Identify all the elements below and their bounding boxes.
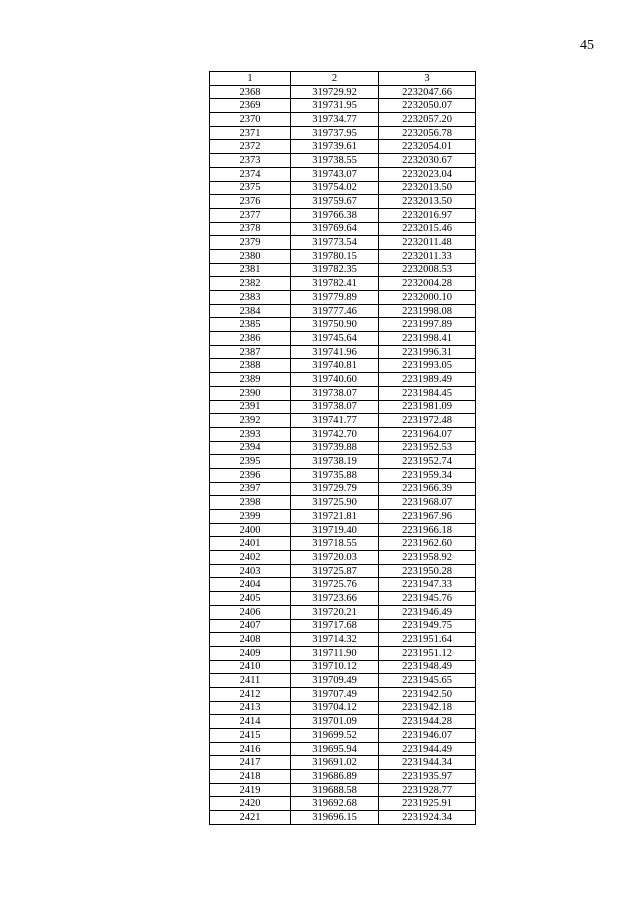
point-number-cell: 2399: [210, 510, 291, 524]
x-coordinate-cell: 319701.09: [291, 715, 379, 729]
x-coordinate-cell: 319738.07: [291, 386, 379, 400]
point-number-cell: 2385: [210, 318, 291, 332]
x-coordinate-cell: 319688.58: [291, 783, 379, 797]
table-row: [210, 113, 476, 127]
table-row: [210, 386, 476, 400]
point-number-cell: 2370: [210, 113, 291, 127]
point-number-cell: 2382: [210, 277, 291, 291]
table-row: [210, 359, 476, 373]
table-row: [210, 523, 476, 537]
x-coordinate-cell: 319704.12: [291, 701, 379, 715]
point-number-cell: 2401: [210, 537, 291, 551]
point-number-cell: 2371: [210, 126, 291, 140]
table-row: [210, 797, 476, 811]
y-coordinate-cell: 2232047.66: [379, 85, 476, 99]
table-row: [210, 373, 476, 387]
point-number-cell: 2420: [210, 797, 291, 811]
table-row: [210, 701, 476, 715]
table-row: [210, 564, 476, 578]
y-coordinate-cell: 2231944.34: [379, 756, 476, 770]
y-coordinate-cell: 2231998.08: [379, 304, 476, 318]
x-coordinate-cell: 319738.55: [291, 154, 379, 168]
table-row: [210, 729, 476, 743]
table-row: [210, 687, 476, 701]
table-row: [210, 195, 476, 209]
table-row: [210, 619, 476, 633]
x-coordinate-cell: 319720.21: [291, 605, 379, 619]
table-row: [210, 605, 476, 619]
point-number-cell: 2402: [210, 551, 291, 565]
table-row: [210, 633, 476, 647]
x-coordinate-cell: 319707.49: [291, 687, 379, 701]
table-row: [210, 181, 476, 195]
x-coordinate-cell: 319696.15: [291, 811, 379, 825]
x-coordinate-cell: 319734.77: [291, 113, 379, 127]
point-number-cell: 2377: [210, 208, 291, 222]
x-coordinate-cell: 319754.02: [291, 181, 379, 195]
y-coordinate-cell: 2231951.64: [379, 633, 476, 647]
y-coordinate-cell: 2232015.46: [379, 222, 476, 236]
table-row: [210, 318, 476, 332]
x-coordinate-cell: 319766.38: [291, 208, 379, 222]
point-number-cell: 2412: [210, 687, 291, 701]
point-number-cell: 2391: [210, 400, 291, 414]
x-coordinate-cell: 319777.46: [291, 304, 379, 318]
point-number-cell: 2415: [210, 729, 291, 743]
table-body: [210, 85, 476, 824]
y-coordinate-cell: 2232000.10: [379, 291, 476, 305]
x-coordinate-cell: 319745.64: [291, 332, 379, 346]
y-coordinate-cell: 2231946.49: [379, 605, 476, 619]
table-header: [210, 72, 476, 86]
y-coordinate-cell: 2231946.07: [379, 729, 476, 743]
point-number-cell: 2408: [210, 633, 291, 647]
table-row: [210, 468, 476, 482]
y-coordinate-cell: 2232011.48: [379, 236, 476, 250]
point-number-cell: 2372: [210, 140, 291, 154]
y-coordinate-cell: 2232050.07: [379, 99, 476, 113]
point-number-cell: 2403: [210, 564, 291, 578]
y-coordinate-cell: 2231996.31: [379, 345, 476, 359]
table-row: [210, 455, 476, 469]
point-number-cell: 2389: [210, 373, 291, 387]
y-coordinate-cell: 2232011.33: [379, 249, 476, 263]
y-coordinate-cell: 2231998.41: [379, 332, 476, 346]
y-coordinate-cell: 2231948.49: [379, 660, 476, 674]
x-coordinate-cell: 319691.02: [291, 756, 379, 770]
x-coordinate-cell: 319741.77: [291, 414, 379, 428]
table-row: [210, 154, 476, 168]
table-row: [210, 400, 476, 414]
x-coordinate-cell: 319779.89: [291, 291, 379, 305]
y-coordinate-cell: 2232056.78: [379, 126, 476, 140]
table-row: [210, 510, 476, 524]
y-coordinate-cell: 2232008.53: [379, 263, 476, 277]
point-number-cell: 2406: [210, 605, 291, 619]
y-coordinate-cell: 2232004.28: [379, 277, 476, 291]
y-coordinate-cell: 2231949.75: [379, 619, 476, 633]
y-coordinate-cell: 2231968.07: [379, 496, 476, 510]
point-number-cell: 2388: [210, 359, 291, 373]
y-coordinate-cell: 2231962.60: [379, 537, 476, 551]
table-row: [210, 208, 476, 222]
x-coordinate-cell: 319769.64: [291, 222, 379, 236]
x-coordinate-cell: 319725.90: [291, 496, 379, 510]
y-coordinate-cell: 2231951.12: [379, 646, 476, 660]
point-number-cell: 2368: [210, 85, 291, 99]
point-number-cell: 2386: [210, 332, 291, 346]
table-row: [210, 263, 476, 277]
table-row: [210, 291, 476, 305]
y-coordinate-cell: 2231925.91: [379, 797, 476, 811]
point-number-cell: 2375: [210, 181, 291, 195]
point-number-cell: 2393: [210, 427, 291, 441]
y-coordinate-cell: 2232013.50: [379, 181, 476, 195]
column-header-3: 3: [379, 72, 476, 86]
point-number-cell: 2383: [210, 291, 291, 305]
table-row: [210, 551, 476, 565]
table-row: [210, 249, 476, 263]
table-row: [210, 414, 476, 428]
table-row: [210, 592, 476, 606]
x-coordinate-cell: 319738.07: [291, 400, 379, 414]
y-coordinate-cell: 2231945.65: [379, 674, 476, 688]
x-coordinate-cell: 319725.87: [291, 564, 379, 578]
y-coordinate-cell: 2231924.34: [379, 811, 476, 825]
point-number-cell: 2418: [210, 770, 291, 784]
point-number-cell: 2413: [210, 701, 291, 715]
table-row: [210, 783, 476, 797]
y-coordinate-cell: 2232057.20: [379, 113, 476, 127]
x-coordinate-cell: 319686.89: [291, 770, 379, 784]
x-coordinate-cell: 319729.79: [291, 482, 379, 496]
y-coordinate-cell: 2231966.18: [379, 523, 476, 537]
x-coordinate-cell: 319731.95: [291, 99, 379, 113]
table-row: [210, 496, 476, 510]
y-coordinate-cell: 2231989.49: [379, 373, 476, 387]
x-coordinate-cell: 319740.81: [291, 359, 379, 373]
point-number-cell: 2390: [210, 386, 291, 400]
x-coordinate-cell: 319709.49: [291, 674, 379, 688]
column-header-1: 1: [210, 72, 291, 86]
point-number-cell: 2374: [210, 167, 291, 181]
table-row: [210, 715, 476, 729]
x-coordinate-cell: 319723.66: [291, 592, 379, 606]
table-row: [210, 537, 476, 551]
table-row: [210, 674, 476, 688]
point-number-cell: 2411: [210, 674, 291, 688]
x-coordinate-cell: 319782.41: [291, 277, 379, 291]
y-coordinate-cell: 2232016.97: [379, 208, 476, 222]
y-coordinate-cell: 2231935.97: [379, 770, 476, 784]
x-coordinate-cell: 319719.40: [291, 523, 379, 537]
x-coordinate-cell: 319773.54: [291, 236, 379, 250]
point-number-cell: 2369: [210, 99, 291, 113]
x-coordinate-cell: 319721.81: [291, 510, 379, 524]
table-row: [210, 427, 476, 441]
point-number-cell: 2396: [210, 468, 291, 482]
y-coordinate-cell: 2231984.45: [379, 386, 476, 400]
x-coordinate-cell: 319699.52: [291, 729, 379, 743]
y-coordinate-cell: 2231952.53: [379, 441, 476, 455]
table-row: [210, 140, 476, 154]
point-number-cell: 2404: [210, 578, 291, 592]
table-row: [210, 126, 476, 140]
x-coordinate-cell: 319739.88: [291, 441, 379, 455]
point-number-cell: 2395: [210, 455, 291, 469]
y-coordinate-cell: 2231947.33: [379, 578, 476, 592]
table-row: [210, 85, 476, 99]
point-number-cell: 2419: [210, 783, 291, 797]
table-row: [210, 332, 476, 346]
point-number-cell: 2405: [210, 592, 291, 606]
table-row: [210, 236, 476, 250]
point-number-cell: 2417: [210, 756, 291, 770]
y-coordinate-cell: 2231942.50: [379, 687, 476, 701]
y-coordinate-cell: 2231958.92: [379, 551, 476, 565]
point-number-cell: 2407: [210, 619, 291, 633]
y-coordinate-cell: 2231972.48: [379, 414, 476, 428]
point-number-cell: 2410: [210, 660, 291, 674]
table-row: [210, 578, 476, 592]
table-row: [210, 811, 476, 825]
point-number-cell: 2376: [210, 195, 291, 209]
table-row: [210, 756, 476, 770]
point-number-cell: 2416: [210, 742, 291, 756]
point-number-cell: 2379: [210, 236, 291, 250]
y-coordinate-cell: 2232023.04: [379, 167, 476, 181]
x-coordinate-cell: 319714.32: [291, 633, 379, 647]
y-coordinate-cell: 2232013.50: [379, 195, 476, 209]
coordinates-table: [209, 71, 476, 825]
point-number-cell: 2394: [210, 441, 291, 455]
x-coordinate-cell: 319695.94: [291, 742, 379, 756]
x-coordinate-cell: 319718.55: [291, 537, 379, 551]
x-coordinate-cell: 319725.76: [291, 578, 379, 592]
y-coordinate-cell: 2231967.96: [379, 510, 476, 524]
x-coordinate-cell: 319692.68: [291, 797, 379, 811]
x-coordinate-cell: 319782.35: [291, 263, 379, 277]
x-coordinate-cell: 319780.15: [291, 249, 379, 263]
x-coordinate-cell: 319737.95: [291, 126, 379, 140]
y-coordinate-cell: 2231997.89: [379, 318, 476, 332]
x-coordinate-cell: 319720.03: [291, 551, 379, 565]
x-coordinate-cell: 319711.90: [291, 646, 379, 660]
x-coordinate-cell: 319741.96: [291, 345, 379, 359]
y-coordinate-cell: 2231944.49: [379, 742, 476, 756]
x-coordinate-cell: 319740.60: [291, 373, 379, 387]
table-row: [210, 222, 476, 236]
point-number-cell: 2387: [210, 345, 291, 359]
y-coordinate-cell: 2231964.07: [379, 427, 476, 441]
column-header-2: 2: [291, 72, 379, 86]
y-coordinate-cell: 2231966.39: [379, 482, 476, 496]
y-coordinate-cell: 2231952.74: [379, 455, 476, 469]
table-row: [210, 742, 476, 756]
y-coordinate-cell: 2231950.28: [379, 564, 476, 578]
point-number-cell: 2378: [210, 222, 291, 236]
y-coordinate-cell: 2231928.77: [379, 783, 476, 797]
y-coordinate-cell: 2231959.34: [379, 468, 476, 482]
y-coordinate-cell: 2231942.18: [379, 701, 476, 715]
table-row: [210, 345, 476, 359]
header-row: [210, 72, 476, 86]
x-coordinate-cell: 319742.70: [291, 427, 379, 441]
point-number-cell: 2400: [210, 523, 291, 537]
x-coordinate-cell: 319710.12: [291, 660, 379, 674]
y-coordinate-cell: 2231993.05: [379, 359, 476, 373]
table-row: [210, 646, 476, 660]
table-row: [210, 99, 476, 113]
point-number-cell: 2414: [210, 715, 291, 729]
point-number-cell: 2373: [210, 154, 291, 168]
y-coordinate-cell: 2231945.76: [379, 592, 476, 606]
x-coordinate-cell: 319743.07: [291, 167, 379, 181]
x-coordinate-cell: 319735.88: [291, 468, 379, 482]
page-number: 45: [580, 38, 594, 53]
point-number-cell: 2392: [210, 414, 291, 428]
point-number-cell: 2380: [210, 249, 291, 263]
point-number-cell: 2381: [210, 263, 291, 277]
x-coordinate-cell: 319717.68: [291, 619, 379, 633]
table-row: [210, 660, 476, 674]
point-number-cell: 2397: [210, 482, 291, 496]
table-row: [210, 304, 476, 318]
point-number-cell: 2398: [210, 496, 291, 510]
point-number-cell: 2421: [210, 811, 291, 825]
table-row: [210, 441, 476, 455]
y-coordinate-cell: 2231981.09: [379, 400, 476, 414]
table-row: [210, 277, 476, 291]
table-row: [210, 167, 476, 181]
y-coordinate-cell: 2232054.01: [379, 140, 476, 154]
point-number-cell: 2409: [210, 646, 291, 660]
y-coordinate-cell: 2231944.28: [379, 715, 476, 729]
x-coordinate-cell: 319729.92: [291, 85, 379, 99]
x-coordinate-cell: 319759.67: [291, 195, 379, 209]
x-coordinate-cell: 319750.90: [291, 318, 379, 332]
table-row: [210, 770, 476, 784]
table-row: [210, 482, 476, 496]
y-coordinate-cell: 2232030.67: [379, 154, 476, 168]
x-coordinate-cell: 319738.19: [291, 455, 379, 469]
point-number-cell: 2384: [210, 304, 291, 318]
x-coordinate-cell: 319739.61: [291, 140, 379, 154]
